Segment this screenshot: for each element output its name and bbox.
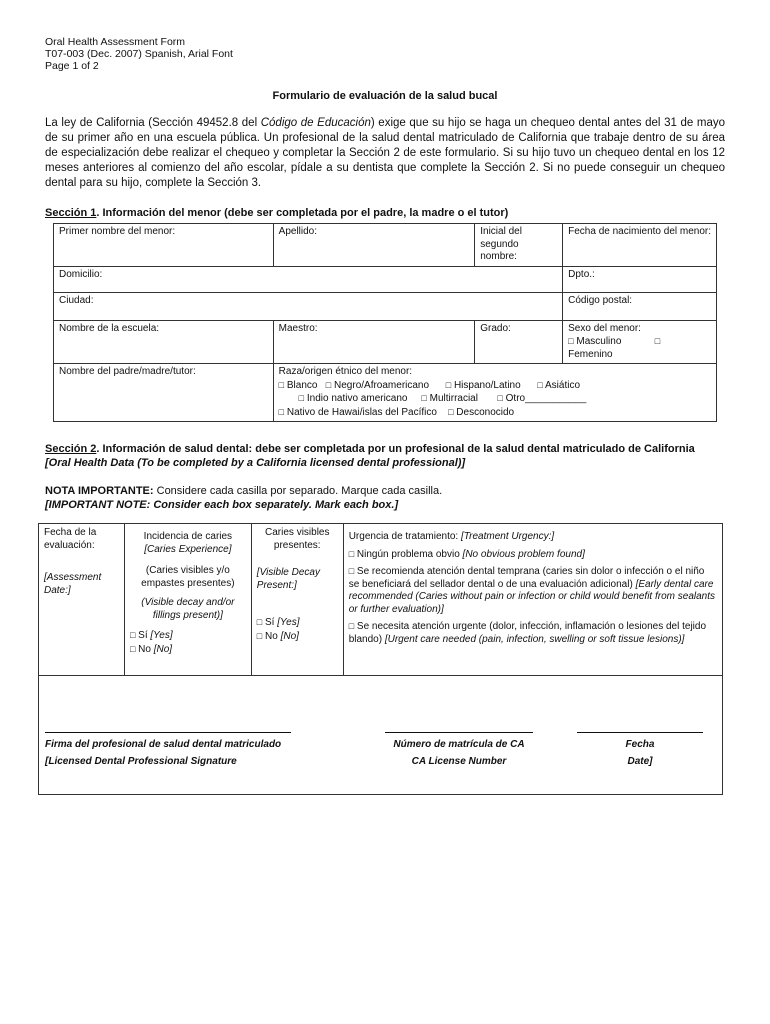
checkbox-caries-yes[interactable]: □ <box>129 630 136 640</box>
caries-yes-option[interactable] <box>130 629 246 643</box>
first-name-field[interactable]: Primer nombre del menor: <box>54 224 274 267</box>
important-note-en: [IMPORTANT NOTE: Consider each box separately. Mark each box.] <box>45 499 399 511</box>
visible-decay-label-en: [Visible Decay Present:] <box>256 567 320 591</box>
race-asian-label: Asiático <box>545 379 581 391</box>
checkbox-pacific[interactable]: □ <box>278 406 285 417</box>
race-unknown-label: Desconocido <box>456 406 515 418</box>
signature-line[interactable] <box>45 732 291 733</box>
urgent-care-label: Se necesita atención urgente (dolor, infección, inflamación o lesiones del tejido blando) <box>348 621 707 645</box>
treatment-urgency-title <box>349 531 717 544</box>
race-black-label: Negro/Afroamericano <box>334 379 430 391</box>
race-white-label: Blanco <box>286 379 318 391</box>
section1-label: Sección 1 <box>45 207 97 219</box>
decay-no-option[interactable] <box>257 630 338 644</box>
important-note <box>45 484 725 498</box>
checkbox-native[interactable]: □ <box>298 393 305 403</box>
license-label-en: CA License Number <box>411 756 507 767</box>
date-label-es: Fecha <box>625 739 655 750</box>
caries-experience-cell <box>124 524 251 676</box>
checkbox-hispanic[interactable]: □ <box>445 379 452 390</box>
decay-yes-label: Sí <box>265 617 278 628</box>
city-field[interactable]: Ciudad: <box>54 292 563 320</box>
checkbox-early-care[interactable]: □ <box>348 566 355 576</box>
section2-heading <box>45 442 725 456</box>
intro-part2: ) exige que su hijo se haga un chequeo dental antes del 31 de mayo de su primer año en una escuela pública. Un profesional de la salud dental matriculado de California que trabaje dentro de su área de especialización debe realizar el chequeo y completar la Sección 2 de este formulario. Si su hijo tuvo un chequeo dental en los 12 meses anteriores al comienzo del año escolar, pídale a su dentista que complete la Sección 2. Si no puede conseguir un chequeo dental para su hijo, complete la Sección 3. <box>45 117 725 189</box>
checkbox-black[interactable]: □ <box>325 379 332 390</box>
early-care-label: Se recomienda atención dental temprana (caries sin dolor o infección o el niño se beneficiará del sellador dental o de una evaluación adicional) <box>348 566 705 590</box>
treatment-urgency-label: Urgencia de tratamiento: <box>348 531 461 542</box>
race-native-label: Indio nativo americano <box>306 393 408 404</box>
sex-male-label: Masculino <box>576 336 622 347</box>
signature-area <box>39 676 722 794</box>
child-info-table <box>53 223 717 422</box>
caries-no-label: No <box>138 643 154 655</box>
checkbox-multi[interactable]: □ <box>421 393 427 403</box>
license-label-es: Número de matrícula de CA <box>393 739 525 750</box>
school-field[interactable]: Nombre de la escuela: <box>54 320 274 364</box>
assessment-date-cell[interactable] <box>39 524 125 676</box>
checkbox-no-problem[interactable]: □ <box>348 548 355 559</box>
section1-heading <box>45 207 725 219</box>
race-multi-label: Multirracial <box>429 393 478 404</box>
urgent-care-label-en: [Urgent care needed (pain, infection, swelling or soft tissue lesions)] <box>384 633 685 645</box>
race-row-3 <box>279 406 711 420</box>
visible-decay-cell <box>251 524 343 676</box>
form-page <box>45 36 725 795</box>
caries-experience-label-en: [Caries Experience] <box>144 543 232 555</box>
signature-label <box>45 736 281 770</box>
decay-no-label-en: [No] <box>280 630 299 642</box>
address-field[interactable]: Domicilio: <box>54 266 563 292</box>
race-field <box>273 364 716 422</box>
caries-no-option[interactable] <box>130 643 246 657</box>
middle-initial-field[interactable]: Inicial del segundo nombre: <box>475 224 563 267</box>
caries-yes-label-en: [Yes] <box>150 630 173 641</box>
checkbox-female[interactable]: □ <box>654 336 661 346</box>
caries-no-label-en: [No] <box>153 643 173 655</box>
nota-text: Considere cada casilla por separado. Marque cada casilla. <box>153 485 443 497</box>
visible-decay-label: Caries visibles presentes: <box>265 527 330 551</box>
section1-title: . Información del menor (debe ser completada por el padre, la madre o el tutor) <box>96 207 509 219</box>
oral-health-table <box>38 523 723 795</box>
race-hispanic-label: Hispano/Latino <box>453 379 521 391</box>
signature-cell <box>39 676 723 795</box>
caries-experience-label: Incidencia de caries <box>143 531 233 542</box>
sex-options <box>568 335 711 349</box>
checkbox-unknown[interactable]: □ <box>448 406 454 417</box>
treatment-urgency-label-en: [Treatment Urgency:] <box>460 531 555 542</box>
race-row-2 <box>279 392 711 406</box>
assessment-date-label: Fecha de la evaluación: <box>44 527 97 551</box>
decay-yes-label-en: [Yes] <box>277 617 300 628</box>
race-other-label: Otro___________ <box>505 393 587 404</box>
checkbox-white[interactable]: □ <box>278 379 285 390</box>
apt-field[interactable]: Dpto.: <box>563 266 717 292</box>
checkbox-male[interactable]: □ <box>568 336 574 346</box>
race-row-1 <box>279 379 711 393</box>
section2-title: . Información de salud dental: debe ser completada por un profesional de la salud dental matriculado de California <box>96 443 695 455</box>
decay-yes-option[interactable] <box>257 616 338 630</box>
license-line[interactable] <box>385 732 533 733</box>
license-label <box>385 736 533 770</box>
signature-label-en: [Licensed Dental Professional Signature <box>45 756 237 767</box>
section2-label: Sección 2 <box>45 443 97 455</box>
parent-name-field[interactable]: Nombre del padre/madre/tutor: <box>54 364 274 422</box>
teacher-field[interactable]: Maestro: <box>273 320 475 364</box>
no-problem-label-en: [No obvious problem found] <box>462 548 585 560</box>
race-label: Raza/origen étnico del menor: <box>278 366 413 377</box>
treatment-urgency-cell <box>343 524 722 676</box>
early-care-label-en: [Early dental care recommended (Caries without pain or infection or child would benefit from sealants or further evaluation)] <box>348 578 715 615</box>
nota-label: NOTA IMPORTANTE: <box>45 485 154 497</box>
signature-label-es: Firma del profesional de salud dental matriculado <box>45 739 282 750</box>
caries-sub-label-en: (Visible decay and/or fillings present)] <box>141 597 235 621</box>
decay-no-label: No <box>265 630 281 642</box>
section2-title-en: [Oral Health Data (To be completed by a California licensed dental professional)] <box>45 457 466 469</box>
sex-female-label: Femenino <box>568 348 613 360</box>
no-problem-label: Ningún problema obvio <box>356 548 463 560</box>
intro-part1: La ley de California (Sección 49452.8 del <box>45 117 261 129</box>
checkbox-decay-no[interactable]: □ <box>256 630 263 641</box>
form-header <box>45 36 725 72</box>
sex-label: Sexo del menor: <box>568 322 641 334</box>
urgency-option-urgent[interactable] <box>349 620 717 646</box>
checkbox-caries-no[interactable]: □ <box>129 643 136 654</box>
date-label-en: Date] <box>627 756 653 767</box>
grade-field[interactable]: Grado: <box>475 320 563 364</box>
checkbox-urgent-care[interactable]: □ <box>348 621 355 631</box>
caries-yes-label: Sí <box>138 630 151 641</box>
dob-field[interactable]: Fecha de nacimiento del menor: <box>563 224 717 267</box>
urgency-option-early[interactable] <box>349 565 717 616</box>
date-label <box>577 736 703 770</box>
form-title: Formulario de evaluación de la salud bucal <box>272 90 498 102</box>
sex-field <box>563 320 717 364</box>
intro-code-name: Código de Educación <box>260 117 371 129</box>
date-line[interactable] <box>577 732 703 733</box>
assessment-date-label-en: [Assessment Date:] <box>44 572 102 596</box>
urgency-option-none[interactable] <box>349 548 717 562</box>
caries-sub-label: (Caries visibles y/o empastes presentes) <box>141 565 235 589</box>
last-name-field[interactable]: Apellido: <box>273 224 475 267</box>
race-pacific-label: Nativo de Hawai/islas del Pacífico <box>286 406 437 418</box>
header-form-code: T07-003 (Dec. 2007) Spanish, Arial Font <box>45 48 233 60</box>
checkbox-asian[interactable]: □ <box>537 379 543 390</box>
header-page-number: Page 1 of 2 <box>45 60 99 72</box>
header-form-name: Oral Health Assessment Form <box>45 36 186 48</box>
checkbox-decay-yes[interactable]: □ <box>256 617 263 627</box>
checkbox-other[interactable]: □ <box>497 393 503 403</box>
intro-paragraph <box>45 116 725 191</box>
zip-field[interactable]: Código postal: <box>563 292 717 320</box>
